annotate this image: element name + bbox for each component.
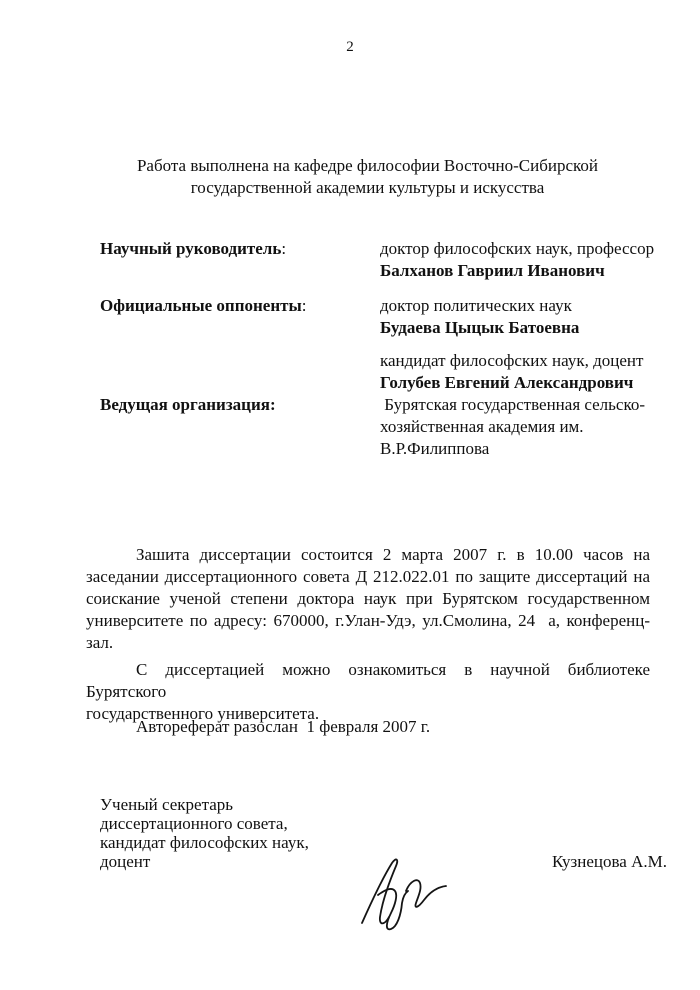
- defense-line-2: заседании диссертационного совета Д 212.022.01 по защите диссертаций на: [86, 567, 650, 586]
- mailed-line: [86, 716, 650, 738]
- defense-line-3: соискание ученой степени доктора наук при Бурятском государственном: [86, 589, 650, 608]
- page-number: 2: [346, 39, 354, 55]
- secretary-name: Кузнецова А.М.: [551, 852, 667, 871]
- opponent-2-name: Голубев Евгений Александрович: [380, 373, 634, 392]
- defense-line-5: зал.: [86, 633, 114, 652]
- spacer: [100, 339, 655, 350]
- supervisor-row: [100, 238, 655, 282]
- opponents-label-text: Официальные оппоненты: [100, 296, 302, 315]
- defense-line-4: университете по адресу: 670000, г.Улан-Удэ, ул.Смолина, 24 а, конференц-: [86, 611, 650, 630]
- supervisor-degree: доктор философских наук, профессор: [380, 239, 655, 258]
- supervisor-label-colon: :: [281, 239, 287, 258]
- leading-org-label: Ведущая организация:: [100, 395, 276, 414]
- secretary-line-2: диссертационного совета,: [100, 814, 288, 833]
- library-line-1: С диссертацией можно ознакомиться в научной библиотеке Бурятского: [86, 660, 650, 701]
- defense-paragraph: [86, 544, 650, 654]
- secretary-line-4: доцент: [100, 852, 151, 871]
- supervisor-value: [380, 238, 655, 282]
- handwritten-signature-icon: [348, 853, 448, 933]
- opponent-2-row: [100, 350, 655, 394]
- intro-paragraph: [85, 155, 650, 199]
- intro-line-2: государственной академии культуры и искусства: [190, 178, 545, 197]
- supervisor-name: Балханов Гавриил Иванович: [380, 261, 605, 280]
- secretary-line-1: Ученый секретарь: [100, 795, 234, 814]
- leading-org-line-3: В.Р.Филиппова: [380, 439, 490, 458]
- credentials-section: [100, 238, 655, 460]
- leading-org-line-2: хозяйственная академия им.: [380, 417, 584, 436]
- leading-org-line-1: Бурятская государственная сельско-: [380, 395, 646, 414]
- empty-label-cell: [100, 350, 380, 394]
- opponents-label-colon: :: [301, 296, 307, 315]
- opponent-2-degree: кандидат философских наук, доцент: [380, 351, 644, 370]
- defense-line-1: Зашита диссертации состоится 2 марта 2007 г. в 10.00 часов на: [136, 545, 650, 564]
- mailed-text: Автореферат разослан 1 февраля 2007 г.: [136, 717, 431, 736]
- intro-line-1: Работа выполнена на кафедре философии Восточно-Сибирской: [136, 156, 599, 175]
- opponent-2-value: [380, 350, 655, 394]
- leading-org-row: [100, 394, 655, 460]
- supervisor-label: [100, 238, 380, 282]
- opponents-row: [100, 295, 655, 339]
- secretary-line-3: кандидат философских наук,: [100, 833, 309, 852]
- supervisor-label-text: Научный руководитель: [100, 239, 282, 258]
- opponent-1-degree: доктор политических наук: [380, 296, 572, 315]
- opponent-1-value: [380, 295, 655, 339]
- spacer: [100, 282, 655, 295]
- opponents-label: [100, 295, 380, 339]
- leading-org-value: [380, 394, 655, 460]
- library-line-2: государственного университета.: [86, 704, 320, 723]
- opponent-1-name: Будаева Цыцык Батоевна: [380, 318, 580, 337]
- secretary-title: [100, 795, 309, 871]
